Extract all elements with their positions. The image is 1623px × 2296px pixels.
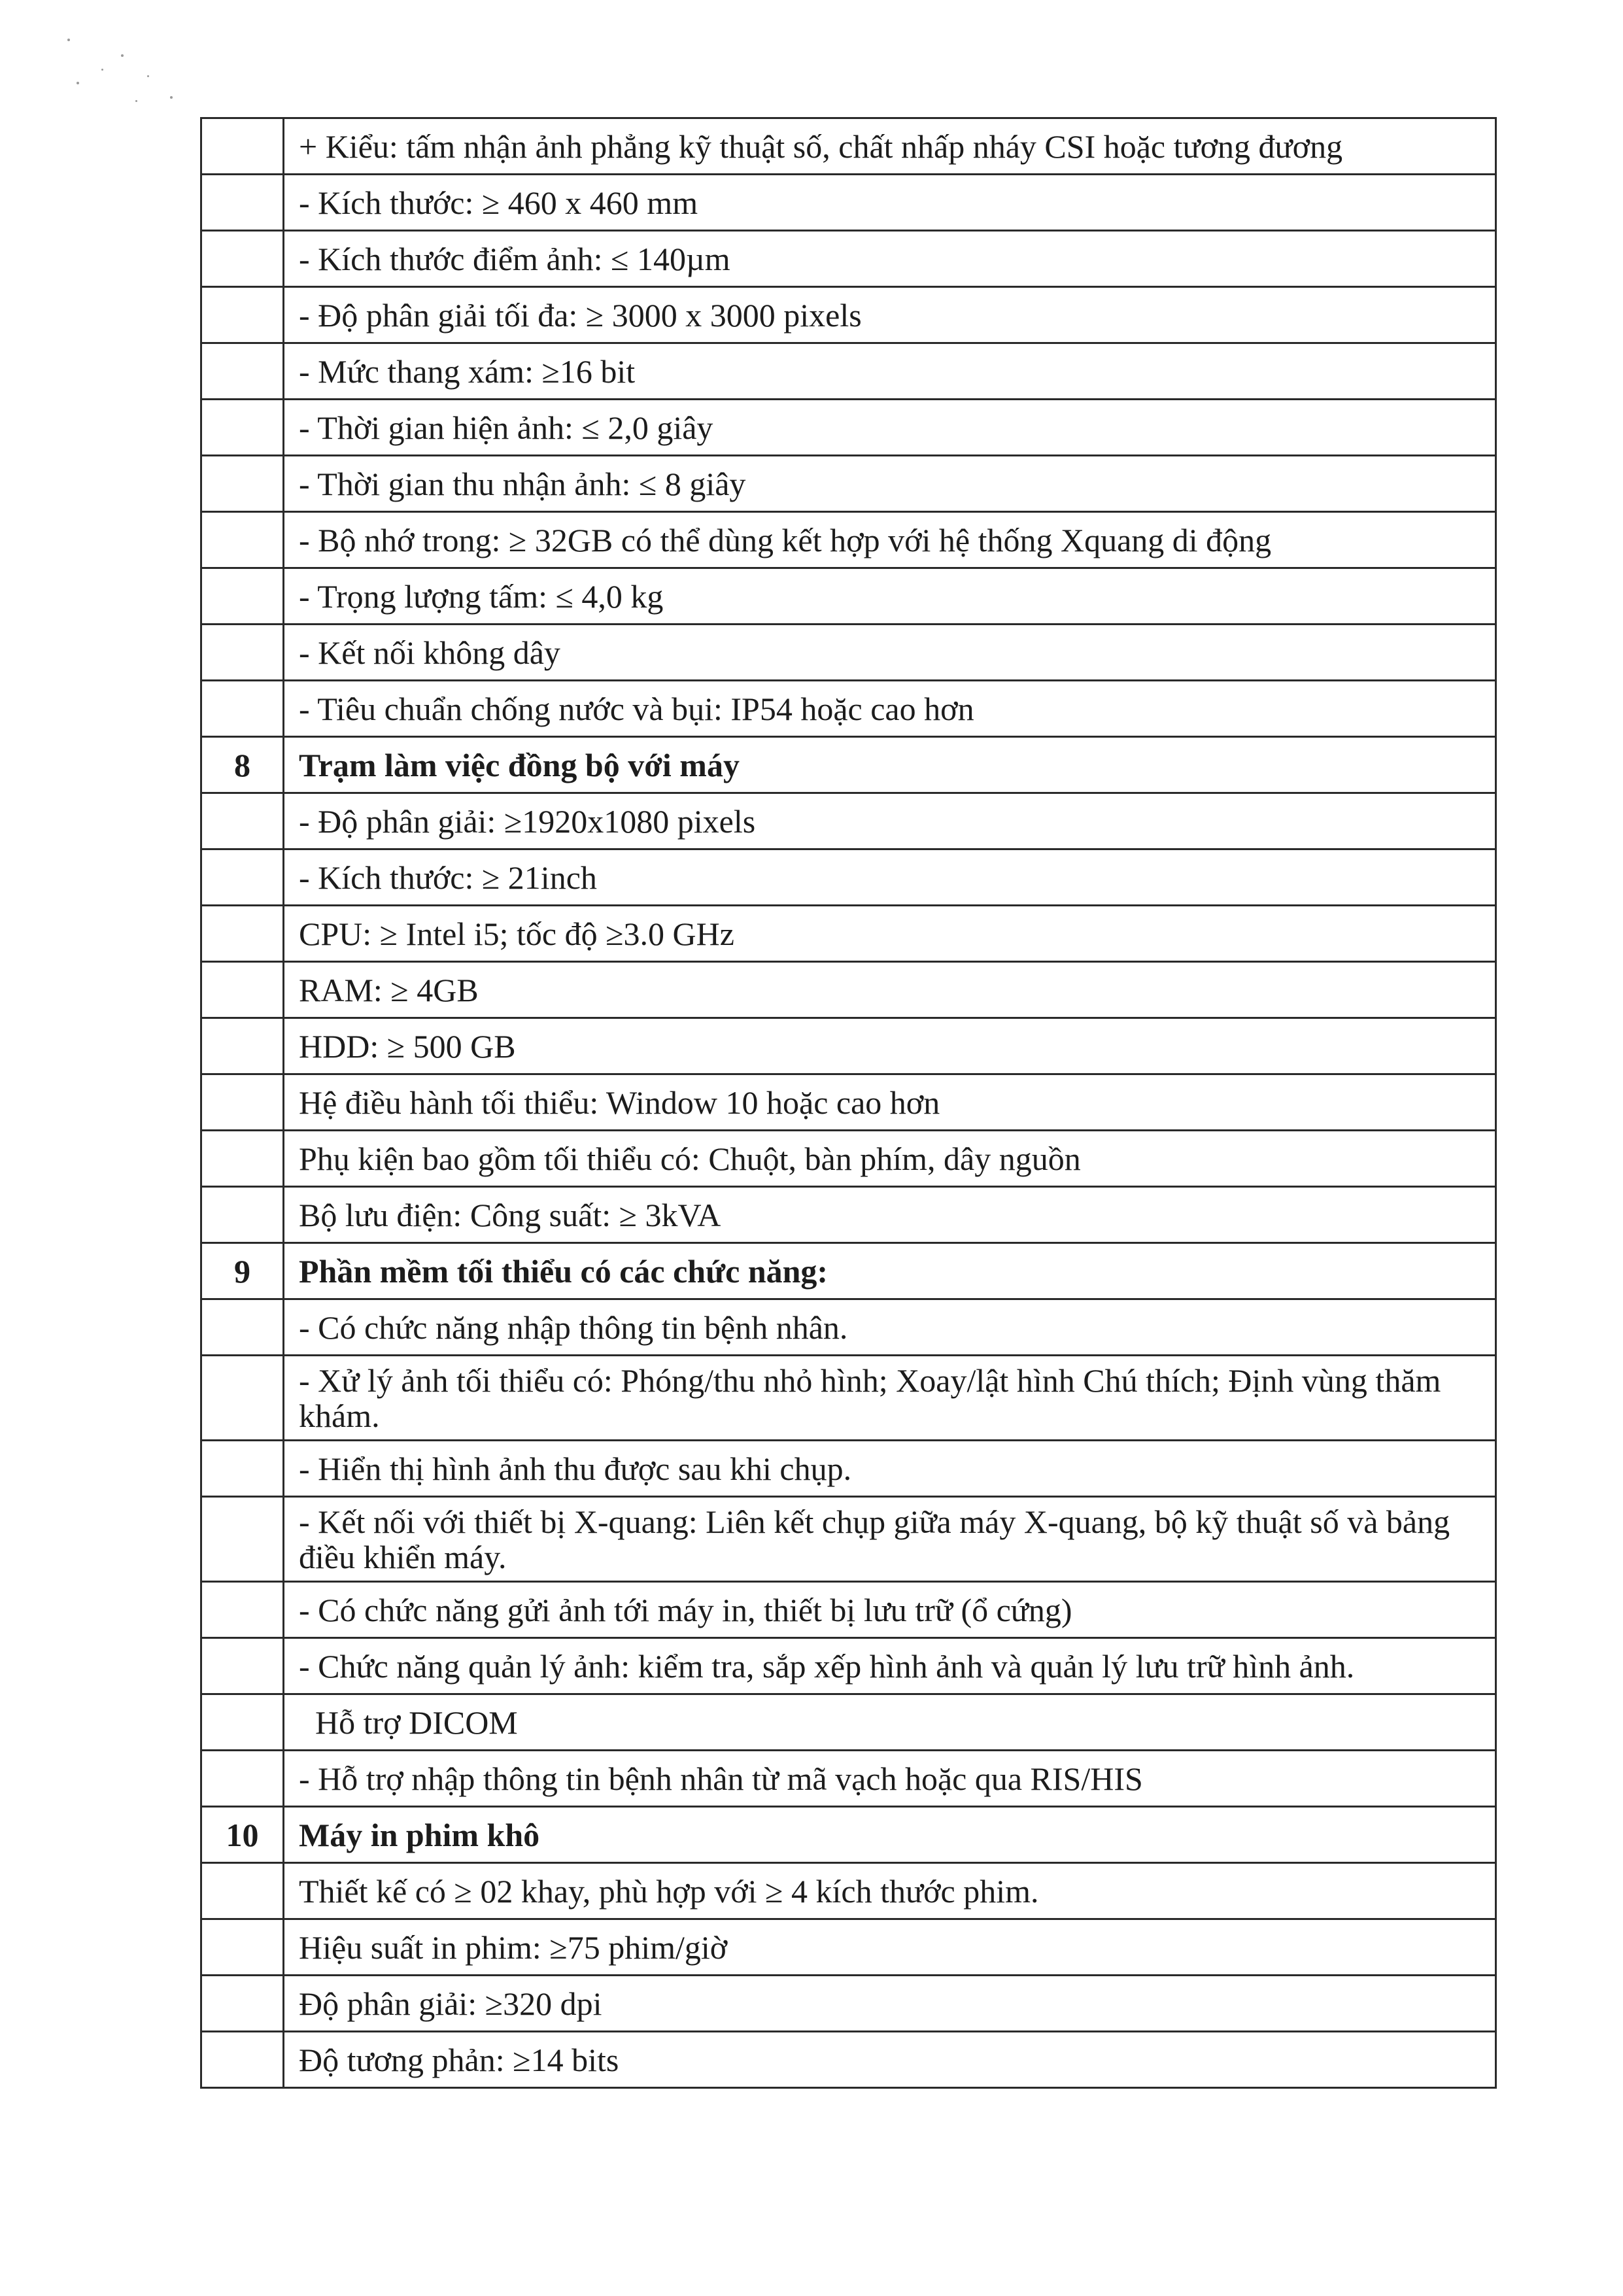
- spec-text-cell: Hiệu suất in phim: ≥75 phim/giờ: [284, 1919, 1496, 1976]
- spec-text-cell: - Hỗ trợ nhập thông tin bệnh nhân từ mã vạch hoặc qua RIS/HIS: [284, 1751, 1496, 1807]
- spec-text-cell: - Kết nối với thiết bị X-quang: Liên kết chụp giữa máy X-quang, bộ kỹ thuật số và bảng điều khiển máy.: [284, 1497, 1496, 1582]
- spec-row: [201, 231, 1496, 287]
- scan-speck: [67, 39, 70, 41]
- row-number-cell: [201, 849, 284, 906]
- spec-row: [201, 568, 1496, 625]
- spec-row: [201, 962, 1496, 1018]
- spec-row: [201, 1497, 1496, 1582]
- spec-row: [201, 287, 1496, 343]
- row-number-cell: [201, 175, 284, 231]
- row-number-cell: [201, 1863, 284, 1919]
- row-number-cell: [201, 1131, 284, 1187]
- row-number-cell: [201, 568, 284, 625]
- row-number-cell: [201, 1751, 284, 1807]
- row-number-cell: [201, 400, 284, 456]
- scan-speck: [121, 54, 124, 57]
- row-number-cell: [201, 2032, 284, 2088]
- spec-text-cell: - Có chức năng gửi ảnh tới máy in, thiết bị lưu trữ (ổ cứng): [284, 1582, 1496, 1638]
- spec-text-cell: RAM: ≥ 4GB: [284, 962, 1496, 1018]
- spec-row: [201, 849, 1496, 906]
- row-number-cell: [201, 1976, 284, 2032]
- spec-row: [201, 1441, 1496, 1497]
- spec-text-cell: - Tiêu chuẩn chống nước và bụi: IP54 hoặc cao hơn: [284, 681, 1496, 737]
- spec-text-cell: - Kích thước: ≥ 460 x 460 mm: [284, 175, 1496, 231]
- scan-speck: [135, 100, 137, 102]
- row-number-cell: [201, 1018, 284, 1074]
- row-number-cell: [201, 962, 284, 1018]
- row-number-cell: [201, 906, 284, 962]
- spec-text-cell: - Thời gian thu nhận ảnh: ≤ 8 giây: [284, 456, 1496, 512]
- spec-row: [201, 1863, 1496, 1919]
- row-number-cell: [201, 681, 284, 737]
- spec-row: [201, 793, 1496, 849]
- spec-text-cell: HDD: ≥ 500 GB: [284, 1018, 1496, 1074]
- spec-row: [201, 400, 1496, 456]
- spec-text-cell: Độ tương phản: ≥14 bits: [284, 2032, 1496, 2088]
- spec-row: [201, 625, 1496, 681]
- spec-text-cell: - Kích thước: ≥ 21inch: [284, 849, 1496, 906]
- spec-text-cell: Phụ kiện bao gồm tối thiểu có: Chuột, bàn phím, dây nguồn: [284, 1131, 1496, 1187]
- spec-row: [201, 118, 1496, 175]
- spec-row: [201, 2032, 1496, 2088]
- row-number-cell: [201, 456, 284, 512]
- specification-table-body: [201, 118, 1496, 2088]
- spec-text-cell: - Trọng lượng tấm: ≤ 4,0 kg: [284, 568, 1496, 625]
- row-number-cell: [201, 625, 284, 681]
- row-number-cell: [201, 1356, 284, 1441]
- row-number-cell: [201, 343, 284, 400]
- spec-row: [201, 1582, 1496, 1638]
- spec-text-cell: + Kiểu: tấm nhận ảnh phẳng kỹ thuật số, chất nhấp nháy CSI hoặc tương đương: [284, 118, 1496, 175]
- spec-row: [201, 906, 1496, 962]
- spec-text-cell: - Có chức năng nhập thông tin bệnh nhân.: [284, 1299, 1496, 1356]
- spec-row: [201, 1187, 1496, 1243]
- scan-speck: [77, 82, 79, 84]
- row-number-cell: [201, 1074, 284, 1131]
- row-number-cell: [201, 512, 284, 568]
- row-number-cell: [201, 793, 284, 849]
- row-number-cell: 10: [201, 1807, 284, 1863]
- spec-row: [201, 1751, 1496, 1807]
- spec-text-cell: - Độ phân giải: ≥1920x1080 pixels: [284, 793, 1496, 849]
- section-heading-row: [201, 1807, 1496, 1863]
- row-number-cell: 8: [201, 737, 284, 793]
- row-number-cell: [201, 1441, 284, 1497]
- spec-text-cell: - Xử lý ảnh tối thiểu có: Phóng/thu nhỏ hình; Xoay/lật hình Chú thích; Định vùng thăm khám.: [284, 1356, 1496, 1441]
- row-number-cell: [201, 1638, 284, 1694]
- spec-text-cell: - Hiển thị hình ảnh thu được sau khi chụp.: [284, 1441, 1496, 1497]
- spec-row: [201, 1638, 1496, 1694]
- spec-text-cell: CPU: ≥ Intel i5; tốc độ ≥3.0 GHz: [284, 906, 1496, 962]
- spec-row: [201, 1356, 1496, 1441]
- section-title-cell: Phần mềm tối thiểu có các chức năng:: [284, 1243, 1496, 1299]
- spec-row: [201, 175, 1496, 231]
- spec-text-cell: Bộ lưu điện: Công suất: ≥ 3kVA: [284, 1187, 1496, 1243]
- spec-row: [201, 1018, 1496, 1074]
- row-number-cell: [201, 1582, 284, 1638]
- scan-speck: [170, 96, 173, 99]
- section-heading-row: [201, 737, 1496, 793]
- section-heading-row: [201, 1243, 1496, 1299]
- spec-row: [201, 681, 1496, 737]
- row-number-cell: [201, 231, 284, 287]
- spec-row: [201, 1074, 1496, 1131]
- scan-speck: [101, 69, 103, 71]
- spec-text-cell: - Mức thang xám: ≥16 bit: [284, 343, 1496, 400]
- spec-text-cell: - Độ phân giải tối đa: ≥ 3000 x 3000 pixels: [284, 287, 1496, 343]
- specification-table: [200, 117, 1497, 2089]
- spec-text-cell: Hỗ trợ DICOM: [284, 1694, 1496, 1751]
- spec-text-cell: - Kết nối không dây: [284, 625, 1496, 681]
- row-number-cell: [201, 118, 284, 175]
- spec-text-cell: - Kích thước điểm ảnh: ≤ 140µm: [284, 231, 1496, 287]
- row-number-cell: [201, 1694, 284, 1751]
- spec-row: [201, 343, 1496, 400]
- spec-text-cell: Hệ điều hành tối thiểu: Window 10 hoặc cao hơn: [284, 1074, 1496, 1131]
- row-number-cell: [201, 1187, 284, 1243]
- spec-row: [201, 1694, 1496, 1751]
- spec-text-cell: - Thời gian hiện ảnh: ≤ 2,0 giây: [284, 400, 1496, 456]
- row-number-cell: [201, 1919, 284, 1976]
- spec-text-cell: Độ phân giải: ≥320 dpi: [284, 1976, 1496, 2032]
- spec-text-cell: - Chức năng quản lý ảnh: kiểm tra, sắp xếp hình ảnh và quản lý lưu trữ hình ảnh.: [284, 1638, 1496, 1694]
- spec-row: [201, 456, 1496, 512]
- spec-text-cell: Thiết kế có ≥ 02 khay, phù hợp với ≥ 4 kích thước phim.: [284, 1863, 1496, 1919]
- spec-row: [201, 512, 1496, 568]
- scan-specks: [62, 36, 180, 108]
- spec-row: [201, 1131, 1496, 1187]
- section-title-cell: Máy in phim khô: [284, 1807, 1496, 1863]
- row-number-cell: [201, 287, 284, 343]
- spec-row: [201, 1299, 1496, 1356]
- scan-speck: [147, 75, 149, 77]
- row-number-cell: [201, 1299, 284, 1356]
- spec-row: [201, 1919, 1496, 1976]
- row-number-cell: [201, 1497, 284, 1582]
- section-title-cell: Trạm làm việc đồng bộ với máy: [284, 737, 1496, 793]
- row-number-cell: 9: [201, 1243, 284, 1299]
- spec-row: [201, 1976, 1496, 2032]
- spec-text-cell: - Bộ nhớ trong: ≥ 32GB có thể dùng kết hợp với hệ thống Xquang di động: [284, 512, 1496, 568]
